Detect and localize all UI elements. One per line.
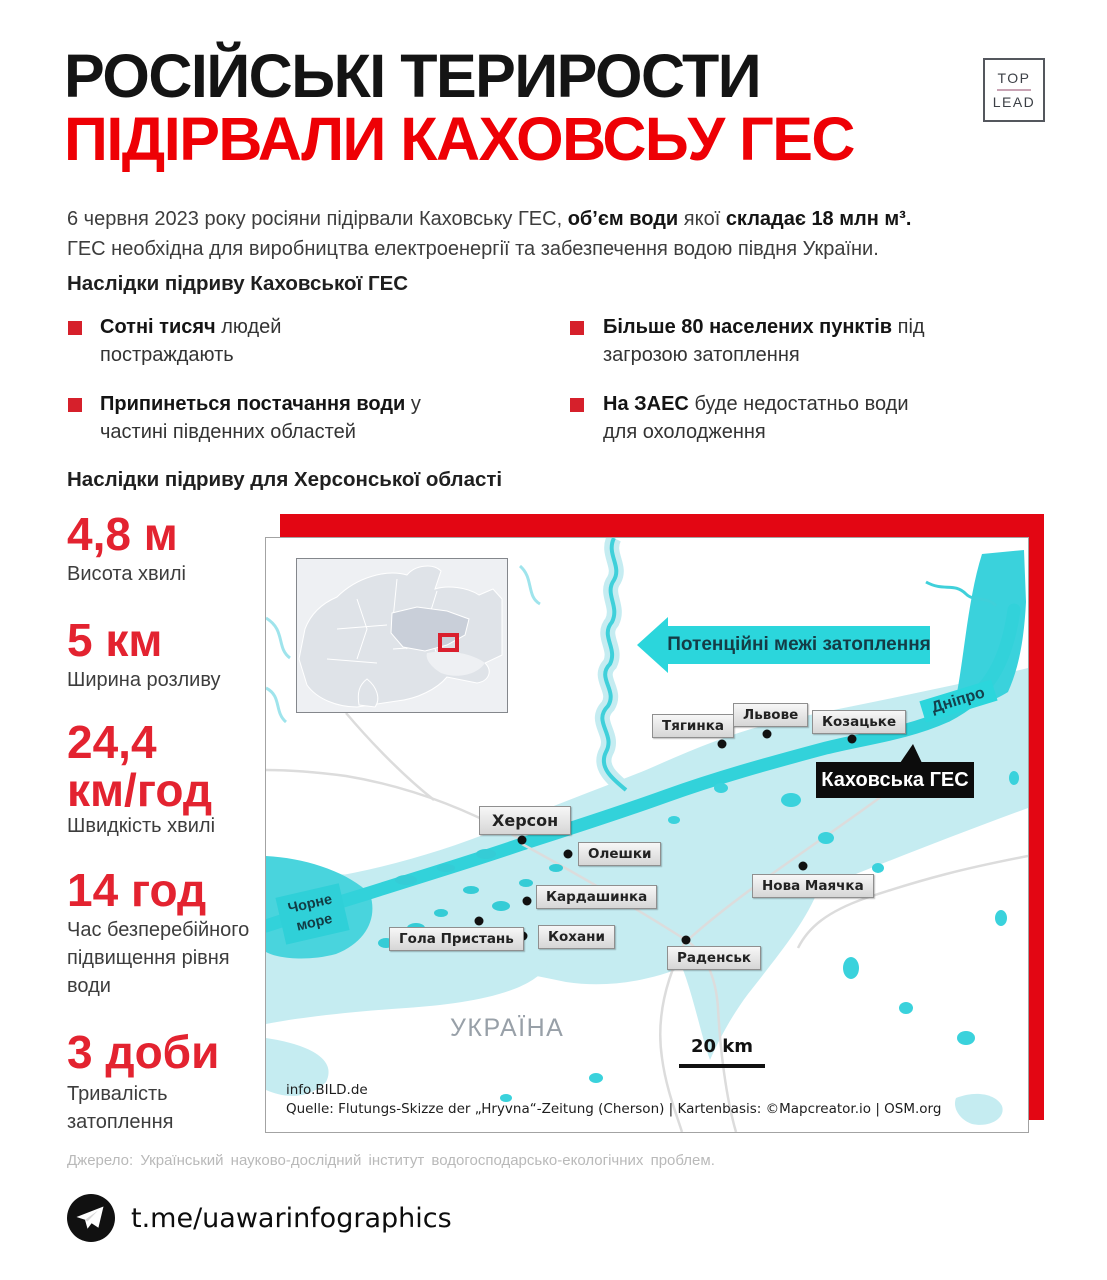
town-label: Олешки [578, 842, 661, 866]
page-title-line1: РОСІЙСЬКІ ТЕРИРОСТИ [64, 42, 761, 110]
flood-map [265, 537, 1029, 1133]
telegram-icon [67, 1194, 115, 1242]
town-dot [848, 735, 857, 744]
bullet-item: Сотні тисяч людей постраждають [100, 316, 282, 366]
town-dot [475, 917, 484, 926]
intro-seg4: складає 18 млн м³. [725, 208, 912, 230]
town-label: Козацьке [812, 710, 906, 734]
dam-label: Каховська ГЕС [816, 762, 974, 798]
bullet-square-icon [68, 398, 82, 412]
town-label: Львове [733, 703, 808, 727]
town-label: Раденськ [667, 946, 761, 970]
bullet-item: Припинеться постачання води у частині південних областей [100, 393, 421, 443]
town-dot [523, 897, 532, 906]
town-label: Херсон [479, 806, 571, 835]
stat-value: 24,4 км/год [67, 716, 213, 816]
toplead-logo-lead: LEAD [992, 94, 1036, 110]
intro-paragraph [67, 204, 1037, 264]
flood-extent-label: Потенційні межі затоплення [667, 634, 931, 655]
town-dot [682, 936, 691, 945]
stat-label: Швидкість хвилі [67, 815, 216, 837]
bullet-item: Більше 80 населених пунктів під загрозою затоплення [603, 316, 925, 366]
telegram-link[interactable] [67, 1194, 452, 1242]
intro-seg3: якої [678, 208, 726, 230]
toplead-logo [983, 58, 1045, 122]
river-label: Дніпро [919, 680, 997, 723]
intro-line2: ГЕС необхідна для виробництва електроенергії та забезпечення водою півдня України. [67, 238, 879, 260]
map-credit-source: Quelle: Flutungs-Skizze der „Hryvna“-Zeitung (Cherson) | Kartenbasis: ©Mapcreator.io | OSM.org [286, 1101, 942, 1117]
source-note: Джерело: Український науково-дослідний інститут водогосподарсько-екологічних проблем. [67, 1152, 715, 1169]
map-credit-bild: info.BILD.de [286, 1082, 368, 1098]
stat-label: Висота хвилі [67, 563, 186, 585]
bullet-square-icon [570, 398, 584, 412]
town-label: Кохани [538, 925, 615, 949]
section-title-kherson: Наслідки підриву для Херсонської області [67, 468, 503, 491]
sea-label: Чорне море [275, 883, 349, 944]
toplead-logo-top: TOP [997, 70, 1031, 86]
bullet-square-icon [68, 321, 82, 335]
telegram-handle: t.me/uawarinfographics [131, 1202, 452, 1234]
bullet-item: На ЗАЕС буде недостатньо води для охолодження [603, 393, 909, 443]
town-dot [718, 740, 727, 749]
scale-label: 20 km [690, 1036, 754, 1057]
stat-value: 3 доби [67, 1026, 220, 1078]
town-dot [518, 836, 527, 845]
stat-label: Тривалість затоплення [67, 1083, 174, 1133]
town-dot [799, 862, 808, 871]
bullet-square-icon [570, 321, 584, 335]
town-label: Тягинка [652, 714, 734, 738]
town-label: Нова Маячка [752, 874, 874, 898]
toplead-logo-divider [997, 89, 1031, 91]
intro-seg1: 6 червня 2023 року росіяни підірвали Каховську ГЕС, [67, 208, 568, 230]
stat-label: Ширина розливу [67, 669, 221, 691]
town-dot [564, 850, 573, 859]
intro-seg2: об’єм води [567, 208, 679, 230]
stat-label: Час безперебійного підвищення рівня води [67, 919, 250, 997]
town-dot [763, 730, 772, 739]
stat-value: 5 км [67, 614, 163, 666]
scale-bar [679, 1064, 765, 1068]
town-label: Гола Пристань [389, 927, 524, 951]
section-title-consequences: Наслідки підриву Каховської ГЕС [67, 272, 409, 295]
stat-value: 14 год [67, 864, 207, 916]
town-label: Кардашинка [536, 885, 657, 909]
town-layer [266, 538, 1028, 1132]
country-label: УКРАЇНА [450, 1014, 565, 1042]
stat-value: 4,8 м [67, 508, 178, 560]
page-title-line2: ПІДІРВАЛИ КАХОВСЬУ ГЕС [64, 105, 854, 173]
